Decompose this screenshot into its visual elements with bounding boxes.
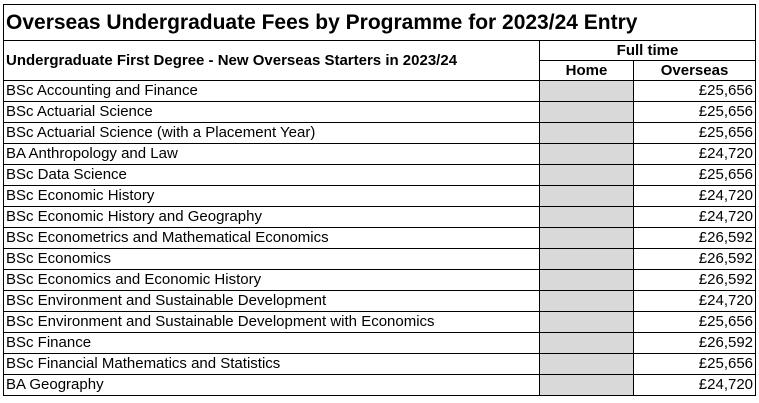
overseas-fee-cell: £26,592 (634, 333, 756, 354)
table-row (4, 102, 756, 123)
home-fee-cell (540, 123, 634, 144)
programme-cell: BSc Accounting and Finance (4, 81, 540, 102)
table-row (4, 249, 756, 270)
home-fee-cell (540, 333, 634, 354)
programme-cell: BSc Environment and Sustainable Development (4, 291, 540, 312)
overseas-fee-cell: £24,720 (634, 207, 756, 228)
home-fee-cell (540, 291, 634, 312)
table-row (4, 333, 756, 354)
home-fee-cell (540, 375, 634, 396)
table-row (4, 291, 756, 312)
programme-cell: BA Geography (4, 375, 540, 396)
table-subheading: Undergraduate First Degree - New Overseas Starters in 2023/24 (4, 41, 540, 81)
programme-cell: BSc Data Science (4, 165, 540, 186)
table-row (4, 81, 756, 102)
overseas-fee-cell: £25,656 (634, 81, 756, 102)
table-row (4, 165, 756, 186)
home-fee-cell (540, 81, 634, 102)
home-fee-cell (540, 144, 634, 165)
programme-cell: BSc Actuarial Science (with a Placement Year) (4, 123, 540, 144)
programme-cell: BSc Financial Mathematics and Statistics (4, 354, 540, 375)
home-fee-cell (540, 186, 634, 207)
overseas-fee-cell: £26,592 (634, 270, 756, 291)
overseas-fee-cell: £25,656 (634, 102, 756, 123)
overseas-column-header: Overseas (634, 61, 756, 81)
programme-cell: BSc Economics (4, 249, 540, 270)
table-row (4, 270, 756, 291)
overseas-fee-cell: £25,656 (634, 312, 756, 333)
home-fee-cell (540, 165, 634, 186)
table-title: Overseas Undergraduate Fees by Programme for 2023/24 Entry (4, 5, 756, 41)
home-fee-cell (540, 228, 634, 249)
overseas-fee-cell: £24,720 (634, 186, 756, 207)
home-fee-cell (540, 207, 634, 228)
fee-rows (4, 81, 756, 396)
programme-cell: BSc Finance (4, 333, 540, 354)
table-row (4, 228, 756, 249)
home-fee-cell (540, 102, 634, 123)
full-time-header: Full time (540, 41, 756, 61)
home-fee-cell (540, 312, 634, 333)
overseas-fee-cell: £24,720 (634, 375, 756, 396)
home-fee-cell (540, 270, 634, 291)
table-row (4, 354, 756, 375)
home-column-header: Home (540, 61, 634, 81)
table-row (4, 375, 756, 396)
programme-cell: BA Anthropology and Law (4, 144, 540, 165)
table-row (4, 312, 756, 333)
programme-cell: BSc Actuarial Science (4, 102, 540, 123)
programme-cell: BSc Economic History (4, 186, 540, 207)
table-row (4, 123, 756, 144)
overseas-fee-cell: £25,656 (634, 354, 756, 375)
overseas-fee-cell: £25,656 (634, 165, 756, 186)
home-fee-cell (540, 249, 634, 270)
programme-cell: BSc Environment and Sustainable Development with Economics (4, 312, 540, 333)
programme-cell: BSc Economics and Economic History (4, 270, 540, 291)
overseas-fee-cell: £26,592 (634, 228, 756, 249)
table-row (4, 144, 756, 165)
programme-cell: BSc Economic History and Geography (4, 207, 540, 228)
table-row (4, 207, 756, 228)
overseas-fee-cell: £26,592 (634, 249, 756, 270)
programme-cell: BSc Econometrics and Mathematical Economics (4, 228, 540, 249)
table-row (4, 186, 756, 207)
overseas-fee-cell: £24,720 (634, 144, 756, 165)
home-fee-cell (540, 354, 634, 375)
overseas-fee-cell: £24,720 (634, 291, 756, 312)
overseas-fee-cell: £25,656 (634, 123, 756, 144)
fees-table (3, 4, 756, 396)
